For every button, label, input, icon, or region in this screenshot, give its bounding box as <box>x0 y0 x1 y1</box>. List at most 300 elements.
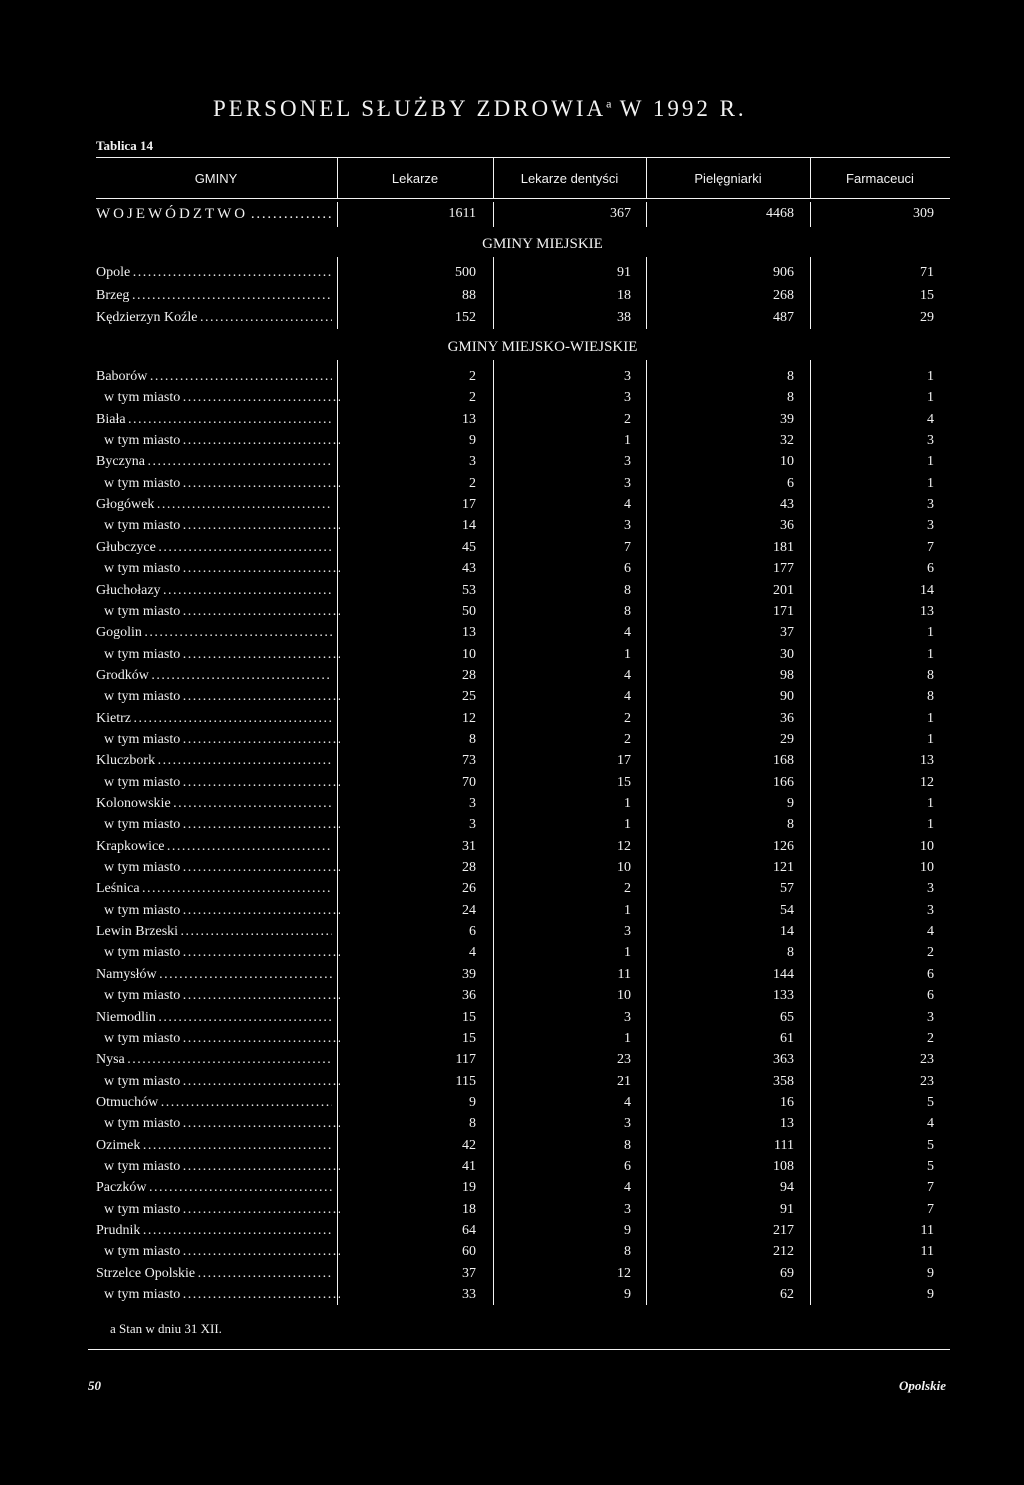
row-name: Głubczyce . . . <box>96 538 332 558</box>
cell-farmaceuci: 6 <box>927 988 934 1004</box>
cell-farmaceuci: 10 <box>920 838 934 854</box>
row-name: w tym miasto . . . <box>104 645 340 665</box>
cell-dentysci: 1 <box>624 1030 631 1046</box>
cell-pielegniarki: 6 <box>787 475 794 491</box>
cell-lekarze: 15 <box>462 1009 476 1025</box>
table-row <box>0 687 1024 707</box>
cell-lekarze: 500 <box>455 265 476 280</box>
cell-dentysci: 3 <box>624 1116 631 1132</box>
cell-farmaceuci: 4 <box>927 1116 934 1132</box>
header-sep-1 <box>337 157 338 199</box>
row-name: w tym miasto . . . <box>104 602 340 622</box>
cell-dentysci: 2 <box>624 710 631 726</box>
cell-farmaceuci: 1 <box>927 390 934 406</box>
cell-farmaceuci: 7 <box>927 1201 934 1217</box>
cell-dentysci: 2 <box>624 731 631 747</box>
cell-farmaceuci: 10 <box>920 860 934 876</box>
cell-farmaceuci: 1 <box>927 646 934 662</box>
table-row <box>0 730 1024 750</box>
row-name: Głogówek . . . <box>96 495 332 515</box>
table-row <box>0 837 1024 857</box>
cell-pielegniarki: 36 <box>780 518 794 534</box>
cell-farmaceuci: 13 <box>920 603 934 619</box>
cell-dentysci: 8 <box>624 1137 631 1153</box>
cell-pielegniarki: 98 <box>780 667 794 683</box>
header-top-rule <box>96 157 950 158</box>
cell-lekarze: 10 <box>462 646 476 662</box>
cell-farmaceuci: 1 <box>927 454 934 470</box>
cell-pielegniarki: 126 <box>773 838 794 854</box>
cell-farmaceuci: 9 <box>927 1287 934 1303</box>
cell-lekarze: 26 <box>462 881 476 897</box>
cell-dentysci: 1 <box>624 817 631 833</box>
cell-farmaceuci: 3 <box>927 1009 934 1025</box>
cell-lekarze: 33 <box>462 1287 476 1303</box>
cell-lekarze: 73 <box>462 753 476 769</box>
cell-dentysci: 3 <box>624 475 631 491</box>
cell-farmaceuci: 14 <box>920 582 934 598</box>
cell-lekarze: 2 <box>469 475 476 491</box>
table-row <box>0 794 1024 814</box>
page-region: Opolskie <box>899 1378 946 1393</box>
cell-dentysci: 4 <box>624 689 631 705</box>
table-row <box>0 495 1024 515</box>
cell-dentysci: 1 <box>624 646 631 662</box>
row-name: w tym miasto . . . <box>104 815 340 835</box>
cell-pielegniarki: 61 <box>780 1030 794 1046</box>
cell-dentysci: 9 <box>624 1287 631 1303</box>
cell-dentysci: 2 <box>624 411 631 427</box>
cell-dentysci: 17 <box>617 753 631 769</box>
cell-lekarze: 15 <box>462 1030 476 1046</box>
cell-lekarze: 8 <box>469 731 476 747</box>
cell-dentysci: 6 <box>624 561 631 577</box>
voivodeship-dentysci: 367 <box>610 206 631 221</box>
cell-farmaceuci: 71 <box>920 265 934 280</box>
row-name: w tym miasto . . . <box>104 559 340 579</box>
cell-lekarze: 13 <box>462 411 476 427</box>
table-row <box>0 1114 1024 1134</box>
table-row <box>0 1136 1024 1156</box>
cell-farmaceuci: 15 <box>920 287 934 303</box>
cell-farmaceuci: 3 <box>927 497 934 513</box>
cell-dentysci: 4 <box>624 667 631 683</box>
cell-pielegniarki: 30 <box>780 646 794 662</box>
cell-pielegniarki: 9 <box>787 796 794 811</box>
cell-dentysci: 9 <box>624 1223 631 1238</box>
cell-farmaceuci: 7 <box>927 539 934 555</box>
cell-pielegniarki: 54 <box>780 902 794 918</box>
cell-lekarze: 36 <box>462 988 476 1004</box>
cell-lekarze: 6 <box>469 924 476 940</box>
row-name: Strzelce Opolskie . . . <box>96 1264 332 1284</box>
cell-farmaceuci: 5 <box>927 1137 934 1153</box>
table-row <box>0 645 1024 665</box>
row-name: Leśnica . . . <box>96 879 332 899</box>
cell-dentysci: 3 <box>624 924 631 940</box>
cell-pielegniarki: 8 <box>787 945 794 961</box>
table-row <box>0 286 1024 306</box>
cell-lekarze: 41 <box>462 1158 476 1174</box>
row-name: Głuchołazy . . . <box>96 581 332 601</box>
cell-dentysci: 23 <box>617 1052 631 1068</box>
cell-farmaceuci: 5 <box>927 1094 934 1110</box>
cell-farmaceuci: 8 <box>927 667 934 683</box>
cell-pielegniarki: 94 <box>780 1180 794 1196</box>
cell-pielegniarki: 8 <box>787 369 794 384</box>
cell-lekarze: 39 <box>462 966 476 982</box>
cell-pielegniarki: 111 <box>774 1137 794 1153</box>
row-name: Kędzierzyn Koźle . . . <box>96 308 332 328</box>
cell-pielegniarki: 90 <box>780 689 794 705</box>
cell-lekarze: 18 <box>462 1201 476 1217</box>
title-tail: W 1992 R. <box>619 96 747 121</box>
row-name: Byczyna . . . <box>96 452 332 472</box>
cell-pielegniarki: 8 <box>787 817 794 833</box>
cell-pielegniarki: 268 <box>773 287 794 303</box>
row-name: Krapkowice . . . <box>96 837 332 857</box>
row-name: w tym miasto . . . <box>104 1285 340 1305</box>
row-name: Kolonowskie . . . <box>96 794 332 814</box>
row-name: Brzeg . . . <box>96 286 332 306</box>
section-urban-heading: GMINY MIEJSKIE <box>482 236 603 252</box>
cell-lekarze: 28 <box>462 667 476 683</box>
table-row <box>0 901 1024 921</box>
cell-farmaceuci: 29 <box>920 310 934 325</box>
table-row <box>0 666 1024 686</box>
header-farmaceuci: Farmaceuci <box>846 171 914 186</box>
table-row <box>0 751 1024 771</box>
cell-dentysci: 6 <box>624 1158 631 1174</box>
cell-lekarze: 117 <box>455 1052 476 1068</box>
row-name: w tym miasto . . . <box>104 431 340 451</box>
cell-farmaceuci: 3 <box>927 518 934 534</box>
table-row <box>0 1029 1024 1049</box>
row-name: w tym miasto . . . <box>104 474 340 494</box>
table-row <box>0 516 1024 536</box>
cell-lekarze: 25 <box>462 689 476 705</box>
table-row <box>0 602 1024 622</box>
table-row <box>0 1221 1024 1241</box>
row-name: w tym miasto . . . <box>104 773 340 793</box>
cell-pielegniarki: 181 <box>773 539 794 555</box>
table-row <box>0 1178 1024 1198</box>
row-name: Grodków . . . <box>96 666 332 686</box>
table-row <box>0 431 1024 451</box>
table-row <box>0 709 1024 729</box>
cell-pielegniarki: 121 <box>773 860 794 876</box>
cell-lekarze: 53 <box>462 582 476 598</box>
cell-dentysci: 4 <box>624 1094 631 1110</box>
table-row <box>0 879 1024 899</box>
cell-pielegniarki: 212 <box>773 1244 794 1260</box>
cell-dentysci: 7 <box>624 539 631 555</box>
cell-lekarze: 9 <box>469 433 476 449</box>
cell-pielegniarki: 32 <box>780 433 794 449</box>
row-name: w tym miasto . . . <box>104 388 340 408</box>
cell-farmaceuci: 1 <box>927 369 934 384</box>
table-row <box>0 1008 1024 1028</box>
section-mixed-heading: GMINY MIEJSKO-WIEJSKIE <box>447 339 638 355</box>
row-name: w tym miasto . . . <box>104 516 340 536</box>
cell-dentysci: 18 <box>617 287 631 303</box>
cell-lekarze: 88 <box>462 287 476 303</box>
table-row <box>0 538 1024 558</box>
cell-pielegniarki: 166 <box>773 774 794 790</box>
cell-lekarze: 31 <box>462 838 476 854</box>
cell-pielegniarki: 69 <box>780 1265 794 1281</box>
cell-dentysci: 3 <box>624 369 631 384</box>
cell-pielegniarki: 168 <box>773 753 794 769</box>
cell-farmaceuci: 9 <box>927 1265 934 1281</box>
cell-pielegniarki: 108 <box>773 1158 794 1174</box>
row-name: w tym miasto . . . <box>104 943 340 963</box>
row-name: Ozimek . . . <box>96 1136 332 1156</box>
table-row <box>0 263 1024 283</box>
cell-farmaceuci: 2 <box>927 1030 934 1046</box>
row-name: w tym miasto . . . <box>104 1029 340 1049</box>
table-row <box>0 965 1024 985</box>
cell-farmaceuci: 7 <box>927 1180 934 1196</box>
cell-lekarze: 28 <box>462 860 476 876</box>
page-number: 50 <box>88 1378 101 1393</box>
cell-lekarze: 115 <box>455 1073 476 1089</box>
cell-farmaceuci: 23 <box>920 1052 934 1068</box>
row-name: w tym miasto . . . <box>104 901 340 921</box>
header-dentysci: Lekarze dentyści <box>520 171 619 186</box>
cell-dentysci: 1 <box>624 945 631 961</box>
cell-lekarze: 17 <box>462 497 476 513</box>
cell-dentysci: 1 <box>624 796 631 811</box>
row-name: Prudnik . . . <box>96 1221 332 1241</box>
cell-farmaceuci: 1 <box>927 475 934 491</box>
cell-pielegniarki: 62 <box>780 1287 794 1303</box>
cell-farmaceuci: 23 <box>920 1073 934 1089</box>
table-row <box>0 474 1024 494</box>
cell-dentysci: 10 <box>617 988 631 1004</box>
header-lekarze: Lekarze <box>391 171 439 186</box>
cell-lekarze: 64 <box>462 1223 476 1238</box>
row-name: w tym miasto . . . <box>104 1114 340 1134</box>
cell-lekarze: 9 <box>469 1094 476 1110</box>
cell-farmaceuci: 4 <box>927 411 934 427</box>
row-name: w tym miasto . . . <box>104 1072 340 1092</box>
cell-farmaceuci: 5 <box>927 1158 934 1174</box>
cell-farmaceuci: 3 <box>927 433 934 449</box>
cell-pielegniarki: 10 <box>780 454 794 470</box>
table-row <box>0 1157 1024 1177</box>
header-gminy: GMINY <box>194 171 238 186</box>
table-number: Tablica 14 <box>96 138 153 153</box>
cell-pielegniarki: 217 <box>773 1223 794 1238</box>
cell-lekarze: 42 <box>462 1137 476 1153</box>
cell-pielegniarki: 8 <box>787 390 794 406</box>
row-name: Biała . . . <box>96 410 332 430</box>
cell-lekarze: 13 <box>462 625 476 641</box>
footer-rule <box>88 1349 950 1350</box>
row-name: w tym miasto . . . <box>104 730 340 750</box>
table-row <box>0 452 1024 472</box>
table-row <box>0 1072 1024 1092</box>
cell-dentysci: 12 <box>617 1265 631 1281</box>
cell-pielegniarki: 171 <box>773 603 794 619</box>
row-name: Namysłów . . . <box>96 965 332 985</box>
voivodeship-row <box>0 204 1024 224</box>
header-sep-2 <box>493 157 494 199</box>
voivodeship-lekarze: 1611 <box>448 206 476 221</box>
cell-lekarze: 37 <box>462 1265 476 1281</box>
cell-lekarze: 19 <box>462 1180 476 1196</box>
cell-dentysci: 3 <box>624 1009 631 1025</box>
cell-farmaceuci: 3 <box>927 902 934 918</box>
cell-dentysci: 38 <box>617 310 631 325</box>
cell-lekarze: 8 <box>469 1116 476 1132</box>
table-row <box>0 1093 1024 1113</box>
cell-pielegniarki: 177 <box>773 561 794 577</box>
voivodeship-pielegniarki: 4468 <box>766 206 794 221</box>
row-name: Otmuchów . . . <box>96 1093 332 1113</box>
cell-pielegniarki: 487 <box>773 310 794 325</box>
cell-pielegniarki: 133 <box>773 988 794 1004</box>
row-name: w tym miasto . . . <box>104 858 340 878</box>
cell-pielegniarki: 91 <box>780 1201 794 1217</box>
cell-farmaceuci: 8 <box>927 689 934 705</box>
table-row <box>0 922 1024 942</box>
row-name: w tym miasto . . . <box>104 687 340 707</box>
cell-dentysci: 1 <box>624 902 631 918</box>
cell-dentysci: 91 <box>617 265 631 280</box>
cell-pielegniarki: 201 <box>773 582 794 598</box>
cell-farmaceuci: 11 <box>920 1223 934 1238</box>
cell-dentysci: 1 <box>624 433 631 449</box>
cell-dentysci: 2 <box>624 881 631 897</box>
table-row <box>0 367 1024 387</box>
cell-pielegniarki: 29 <box>780 731 794 747</box>
cell-lekarze: 3 <box>469 454 476 470</box>
cell-lekarze: 12 <box>462 710 476 726</box>
table-row <box>0 858 1024 878</box>
header-sep-3 <box>646 157 647 199</box>
cell-farmaceuci: 6 <box>927 561 934 577</box>
cell-dentysci: 3 <box>624 454 631 470</box>
cell-dentysci: 3 <box>624 1201 631 1217</box>
table-row <box>0 308 1024 328</box>
cell-lekarze: 45 <box>462 539 476 555</box>
cell-dentysci: 3 <box>624 390 631 406</box>
cell-pielegniarki: 36 <box>780 710 794 726</box>
cell-farmaceuci: 1 <box>927 625 934 641</box>
table-row <box>0 581 1024 601</box>
table-row <box>0 1242 1024 1262</box>
table-row <box>0 1264 1024 1284</box>
page-title <box>213 96 747 122</box>
cell-lekarze: 4 <box>469 945 476 961</box>
table-row <box>0 986 1024 1006</box>
cell-lekarze: 2 <box>469 390 476 406</box>
cell-dentysci: 3 <box>624 518 631 534</box>
cell-dentysci: 4 <box>624 497 631 513</box>
table-row <box>0 1050 1024 1070</box>
cell-lekarze: 60 <box>462 1244 476 1260</box>
table-row <box>0 1200 1024 1220</box>
cell-dentysci: 10 <box>617 860 631 876</box>
table-row <box>0 410 1024 430</box>
cell-dentysci: 8 <box>624 582 631 598</box>
header-pielegniarki: Pielęgniarki <box>694 171 762 186</box>
row-name: Lewin Brzeski . . . <box>96 922 332 942</box>
cell-lekarze: 24 <box>462 902 476 918</box>
title-footnote-mark: a <box>606 96 612 111</box>
cell-dentysci: 21 <box>617 1073 631 1089</box>
table-row <box>0 559 1024 579</box>
cell-farmaceuci: 4 <box>927 924 934 940</box>
cell-pielegniarki: 16 <box>780 1094 794 1110</box>
cell-lekarze: 50 <box>462 603 476 619</box>
cell-pielegniarki: 43 <box>780 497 794 513</box>
table-row <box>0 943 1024 963</box>
cell-pielegniarki: 363 <box>773 1052 794 1068</box>
cell-dentysci: 15 <box>617 774 631 790</box>
cell-pielegniarki: 358 <box>773 1073 794 1089</box>
cell-lekarze: 43 <box>462 561 476 577</box>
row-name: Niemodlin . . . <box>96 1008 332 1028</box>
row-name: Gogolin . . . <box>96 623 332 643</box>
voivodeship-name: WOJEWÓDZTWO . . . <box>96 204 332 224</box>
cell-lekarze: 70 <box>462 774 476 790</box>
cell-farmaceuci: 2 <box>927 945 934 961</box>
header-sep-4 <box>810 157 811 199</box>
cell-pielegniarki: 37 <box>780 625 794 641</box>
cell-dentysci: 4 <box>624 625 631 641</box>
cell-farmaceuci: 11 <box>920 1244 934 1260</box>
cell-lekarze: 152 <box>455 310 476 325</box>
row-name: Opole . . . <box>96 263 332 283</box>
cell-farmaceuci: 12 <box>920 774 934 790</box>
table-row <box>0 815 1024 835</box>
table-row <box>0 1285 1024 1305</box>
cell-pielegniarki: 144 <box>773 966 794 982</box>
cell-farmaceuci: 1 <box>927 710 934 726</box>
title-main: PERSONEL SŁUŻBY ZDROWIA <box>213 96 607 121</box>
cell-farmaceuci: 1 <box>927 817 934 833</box>
cell-dentysci: 11 <box>617 966 631 982</box>
cell-pielegniarki: 65 <box>780 1009 794 1025</box>
cell-pielegniarki: 13 <box>780 1116 794 1132</box>
footnote: a Stan w dniu 31 XII. <box>110 1321 222 1336</box>
cell-dentysci: 4 <box>624 1180 631 1196</box>
row-name: Kluczbork . . . <box>96 751 332 771</box>
cell-lekarze: 3 <box>469 817 476 833</box>
row-name: Paczków . . . <box>96 1178 332 1198</box>
cell-lekarze: 14 <box>462 518 476 534</box>
cell-dentysci: 8 <box>624 1244 631 1260</box>
table-row <box>0 623 1024 643</box>
voivodeship-farmaceuci: 309 <box>913 206 934 221</box>
cell-farmaceuci: 1 <box>927 731 934 747</box>
cell-dentysci: 8 <box>624 603 631 619</box>
row-name: w tym miasto . . . <box>104 1242 340 1262</box>
row-name: Kietrz . . . <box>96 709 332 729</box>
row-name: Nysa . . . <box>96 1050 332 1070</box>
header-bottom-rule <box>96 198 950 199</box>
cell-lekarze: 2 <box>469 369 476 384</box>
row-name: w tym miasto . . . <box>104 1157 340 1177</box>
table-row <box>0 388 1024 408</box>
cell-pielegniarki: 14 <box>780 924 794 940</box>
cell-pielegniarki: 57 <box>780 881 794 897</box>
cell-farmaceuci: 6 <box>927 966 934 982</box>
cell-dentysci: 12 <box>617 838 631 854</box>
